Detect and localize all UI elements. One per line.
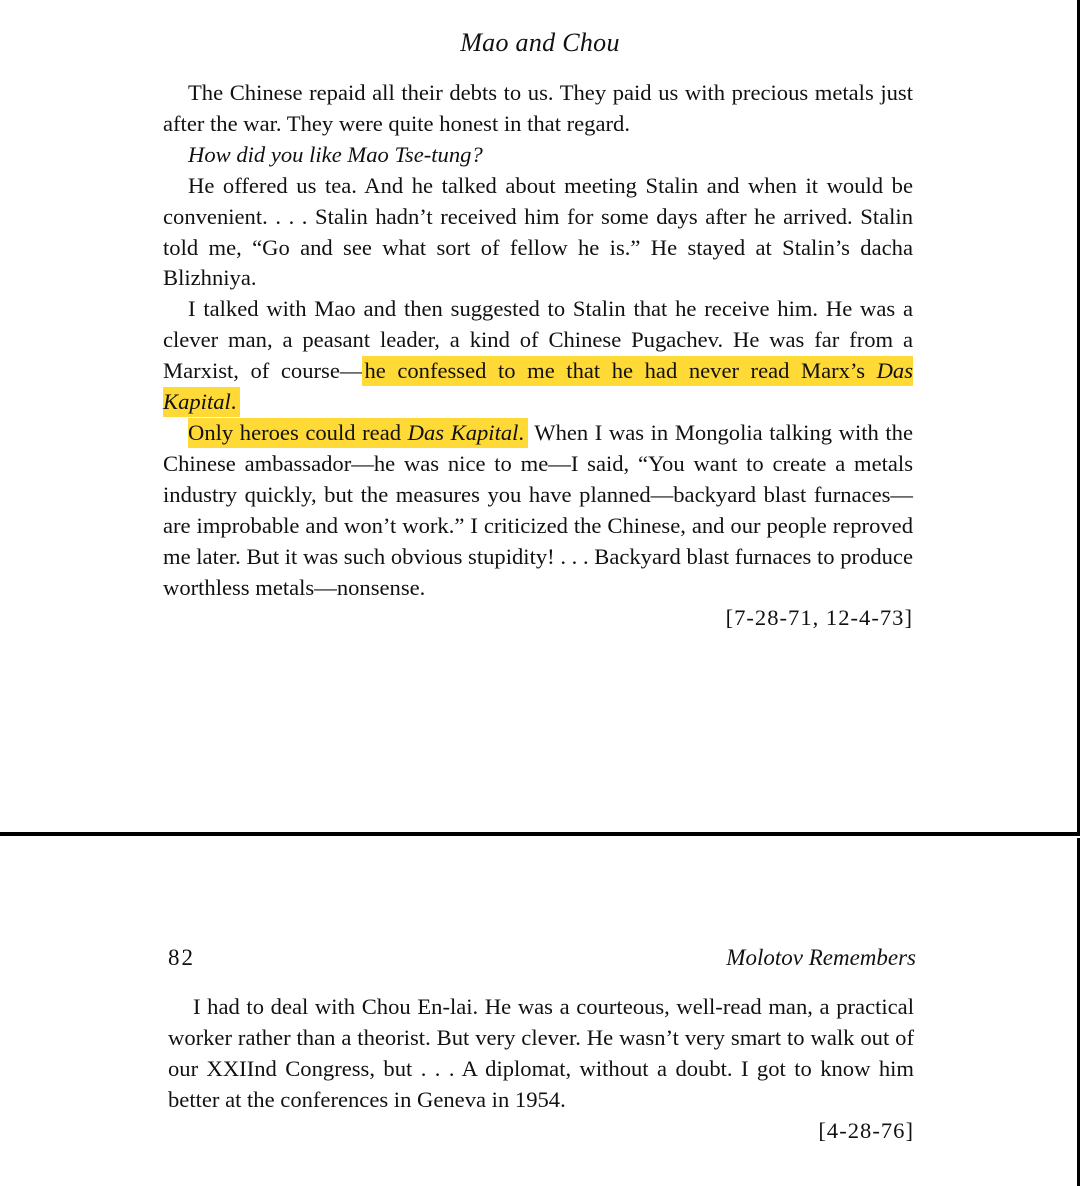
- book-title: Molotov Remembers: [726, 945, 916, 970]
- book-title-das-kapital: Das Kapital: [163, 358, 913, 415]
- paragraph-tea: He offered us tea. And he talked about meeting Stalin and when it would be convenient. . . . Stalin hadn’t received him for some days after he arrived. Stalin told me, “Go and see what sort of fellow he is.” He stayed at Stalin’s dacha Blizhniya.: [163, 172, 913, 291]
- page-number: 82: [168, 945, 195, 970]
- date-reference-bottom: [4-28-76]: [818, 1117, 914, 1143]
- top-page-text: [163, 78, 913, 634]
- date-reference: [7-28-71, 12-4-73]: [725, 605, 913, 631]
- page-divider: [0, 832, 1080, 836]
- paragraph-heroes: [163, 418, 913, 603]
- paragraph-mao-marxist: [163, 294, 913, 418]
- highlight-heroes-period: .: [518, 419, 525, 445]
- paragraph-debts: The Chinese repaid all their debts to us. They paid us with precious metals just after the war. They were quite honest in that regard.: [163, 80, 913, 136]
- book-title-das-kapital-2: Das Kapital: [407, 419, 519, 445]
- highlight-heroes: [188, 418, 528, 448]
- bottom-page: [0, 838, 1080, 1186]
- running-title: Mao and Chou: [460, 28, 620, 57]
- page-header: [168, 945, 916, 977]
- paragraph-mao-marxist-text: I talked with Mao and then suggested to Stalin that he receive him. He was a clever man, a peasant leader, a kind of Chinese Pugachev. He was far from a Marxist, of course—: [163, 296, 913, 384]
- highlight-confession-period: .: [230, 389, 237, 415]
- paragraph-heroes-text: When I was in Mongolia talking with the Chinese ambassador—he was nice to me—I said, “You want to create a metals industry quickly, but the measures you have planned—backyard blast furnaces—are improbable and won’t work.” I criticized the Chinese, and our people reproved me later. But it was such obvious stupidity! . . . Backyard blast furnaces to produce worthless metals—nonsense.: [163, 419, 913, 600]
- highlight-heroes-text: Only heroes could read: [188, 419, 408, 445]
- bottom-page-text: [168, 992, 914, 1147]
- paragraph-chou-en-lai: I had to deal with Chou En-lai. He was a courteous, well-read man, a practical worker rather than a theorist. But very clever. He wasn’t very smart to walk out of our XXIInd Congress, but . . . A diplomat, without a doubt. I got to know him better at the conferences in Geneva in 1954.: [168, 994, 914, 1112]
- highlight-confession-text: he confessed to me that he had never read Marx’s: [364, 358, 877, 384]
- interview-question: How did you like Mao Tse-tung?: [188, 141, 483, 167]
